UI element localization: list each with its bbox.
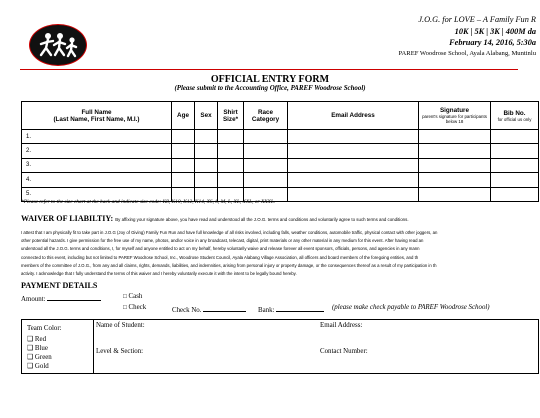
table-row — [22, 173, 539, 187]
table-row — [22, 144, 539, 158]
team-color-label: Team Color: — [27, 325, 62, 332]
waiver-body — [21, 229, 540, 278]
sex-cell[interactable] — [195, 173, 218, 187]
table-row — [22, 158, 539, 172]
check-label: Check — [128, 304, 147, 311]
sex-cell[interactable] — [195, 130, 218, 144]
waiver-heading — [21, 214, 409, 223]
jog-logo-figures — [30, 25, 86, 65]
waiver-line: activity. I acknowledge that I fully understand the terms of this waiver and I hereby voluntarily execute it with the intent to be legally bound hereby. — [21, 271, 297, 277]
waiver-lead: By affixing your signature above, you have read and understood all the J.O.G. terms and conditions and voluntarily agree to such terms and conditions. — [115, 217, 409, 222]
signature-cell[interactable] — [419, 144, 491, 158]
contact-number-label: Contact Number: — [320, 348, 368, 355]
email-cell[interactable] — [288, 158, 419, 172]
team-option-red[interactable]: ❑ Red — [27, 336, 47, 343]
signature-cell[interactable] — [419, 158, 491, 172]
checkbox-icon[interactable]: ❑ — [27, 336, 34, 343]
cash-checkbox-icon[interactable]: □ — [123, 293, 127, 300]
student-info-box — [21, 319, 539, 374]
waiver-line: understood all the J.O.G. terms and conditions, I, for myself and anyone entitled to act on my behalf, hereby voluntarily waive and release forever all event sponsors, officials, persons, and agencies in any mann — [21, 246, 420, 252]
row-number-2[interactable]: 2. — [22, 144, 172, 158]
level-section-label: Level & Section: — [96, 348, 144, 355]
payment-title: PAYMENT DETAILS — [21, 281, 98, 290]
payment-note: (please make check payable to PAREF Woodrose School) — [332, 304, 490, 311]
row-number-3[interactable]: 3. — [22, 158, 172, 172]
email-cell[interactable] — [288, 173, 419, 187]
size-note: *Please refer to the size chart at the back and indicate size code: K8, K10, K12, K14, XS, S, M, L, XL, XXL, or XXXL. — [21, 199, 276, 205]
header-rule — [20, 69, 518, 70]
shirt-cell[interactable] — [218, 144, 244, 158]
signature-cell[interactable] — [419, 173, 491, 187]
amount-row — [21, 293, 101, 303]
bank-row — [258, 304, 324, 314]
col-signature: Signature parent's signature for participants below 18 — [419, 102, 491, 130]
form-subtitle: (Please submit to the Accounting Office, PAREF Woodrose School) — [174, 85, 366, 92]
table-row — [22, 130, 539, 144]
shirt-cell[interactable] — [218, 158, 244, 172]
signature-cell[interactable] — [419, 130, 491, 144]
row-number-5[interactable]: 5. — [22, 187, 172, 201]
jog-logo — [29, 24, 87, 66]
team-option-gold[interactable]: ❑ Gold — [27, 363, 49, 370]
waiver-line: members of the committee of J.O.G., from any and all claims, rights, demands, liabilities, and indemnities, arising from personal injury or property damage, or the consequences thereof as a result of my participation in th — [21, 262, 437, 268]
sex-cell[interactable] — [195, 158, 218, 172]
event-date: February 14, 2016, 5:30a — [449, 38, 536, 47]
age-cell[interactable] — [172, 158, 195, 172]
col-sex: Sex — [195, 102, 218, 130]
waiver-line: I attest that I am physically fit to take part in J.O.G (Joy of Giving) Family Fun Run and have full knowledge of all risks involved, including falls, weather conditions, automobile traffic, physical contact with other joggers, an — [21, 230, 438, 235]
col-email: Email Address — [288, 102, 419, 130]
amount-field[interactable] — [47, 293, 101, 301]
email-cell[interactable] — [288, 187, 419, 201]
col-race-category: Race Category — [244, 102, 288, 130]
check-no-label: Check No. — [172, 307, 202, 314]
checkbox-icon[interactable]: ❑ — [27, 363, 34, 370]
bib-cell — [491, 144, 539, 158]
checkbox-icon[interactable]: ❑ — [27, 345, 34, 352]
age-cell[interactable] — [172, 173, 195, 187]
check-checkbox-icon[interactable]: □ — [123, 304, 127, 311]
form-title: OFFICIAL ENTRY FORM — [210, 74, 330, 85]
checkbox-icon[interactable]: ❑ — [27, 354, 34, 361]
bib-cell — [491, 130, 539, 144]
student-name-label: Name of Student: — [96, 322, 145, 329]
entry-table — [21, 101, 539, 202]
event-distances: 10K | 5K | 3K | 400M da — [454, 27, 536, 36]
sex-cell[interactable] — [195, 144, 218, 158]
age-cell[interactable] — [172, 130, 195, 144]
cash-option[interactable] — [123, 293, 142, 300]
race-cell[interactable] — [244, 144, 288, 158]
email-cell[interactable] — [288, 130, 419, 144]
shirt-cell[interactable] — [218, 173, 244, 187]
row-number-4[interactable]: 4. — [22, 173, 172, 187]
race-cell[interactable] — [244, 130, 288, 144]
check-no-row — [172, 304, 246, 314]
col-bib-no: Bib No. for official us only — [491, 102, 539, 130]
email-cell[interactable] — [288, 144, 419, 158]
event-venue: PAREF Woodrose School, Ayala Alabang, Muntinlu — [398, 50, 536, 57]
bib-cell — [491, 173, 539, 187]
amount-label: Amount: — [21, 296, 46, 303]
bib-cell — [491, 187, 539, 201]
waiver-line: connected to this event, including but not limited to PAREF Woodrose School, Inc., Woodrose Student Council, Ayala Alabang Village Association, all officers and board members of the foregoing entities, and th — [21, 254, 419, 260]
race-cell[interactable] — [244, 158, 288, 172]
waiver-line: other potential hazards. I give permission for the free use of my name, photos, and/or voice in any broadcast, telecast, digital, print materials or any other material in any medium for this event. After having read an — [21, 238, 424, 244]
check-option[interactable] — [123, 304, 146, 311]
bank-field[interactable] — [276, 304, 324, 312]
team-option-blue[interactable]: ❑ Blue — [27, 345, 48, 352]
col-shirt-size: Shirt Size* — [218, 102, 244, 130]
team-option-green[interactable]: ❑ Green — [27, 354, 52, 361]
email-label: Email Address: — [320, 322, 363, 329]
row-number-1[interactable]: 1. — [22, 130, 172, 144]
bib-cell — [491, 158, 539, 172]
team-color-panel — [22, 320, 94, 373]
entry-table-header — [22, 102, 539, 130]
waiver-title: WAIVER OF LIABILTIY: — [21, 214, 114, 223]
check-no-field[interactable] — [203, 304, 246, 312]
event-title: J.O.G. for LOVE – A Family Fun R — [418, 15, 536, 24]
signature-cell[interactable] — [419, 187, 491, 201]
col-full-name: Full Name (Last Name, First Name, M.I.) — [22, 102, 172, 130]
cash-label: Cash — [128, 293, 143, 300]
shirt-cell[interactable] — [218, 130, 244, 144]
bank-label: Bank: — [258, 307, 275, 314]
col-age: Age — [172, 102, 195, 130]
race-cell[interactable] — [244, 173, 288, 187]
age-cell[interactable] — [172, 144, 195, 158]
